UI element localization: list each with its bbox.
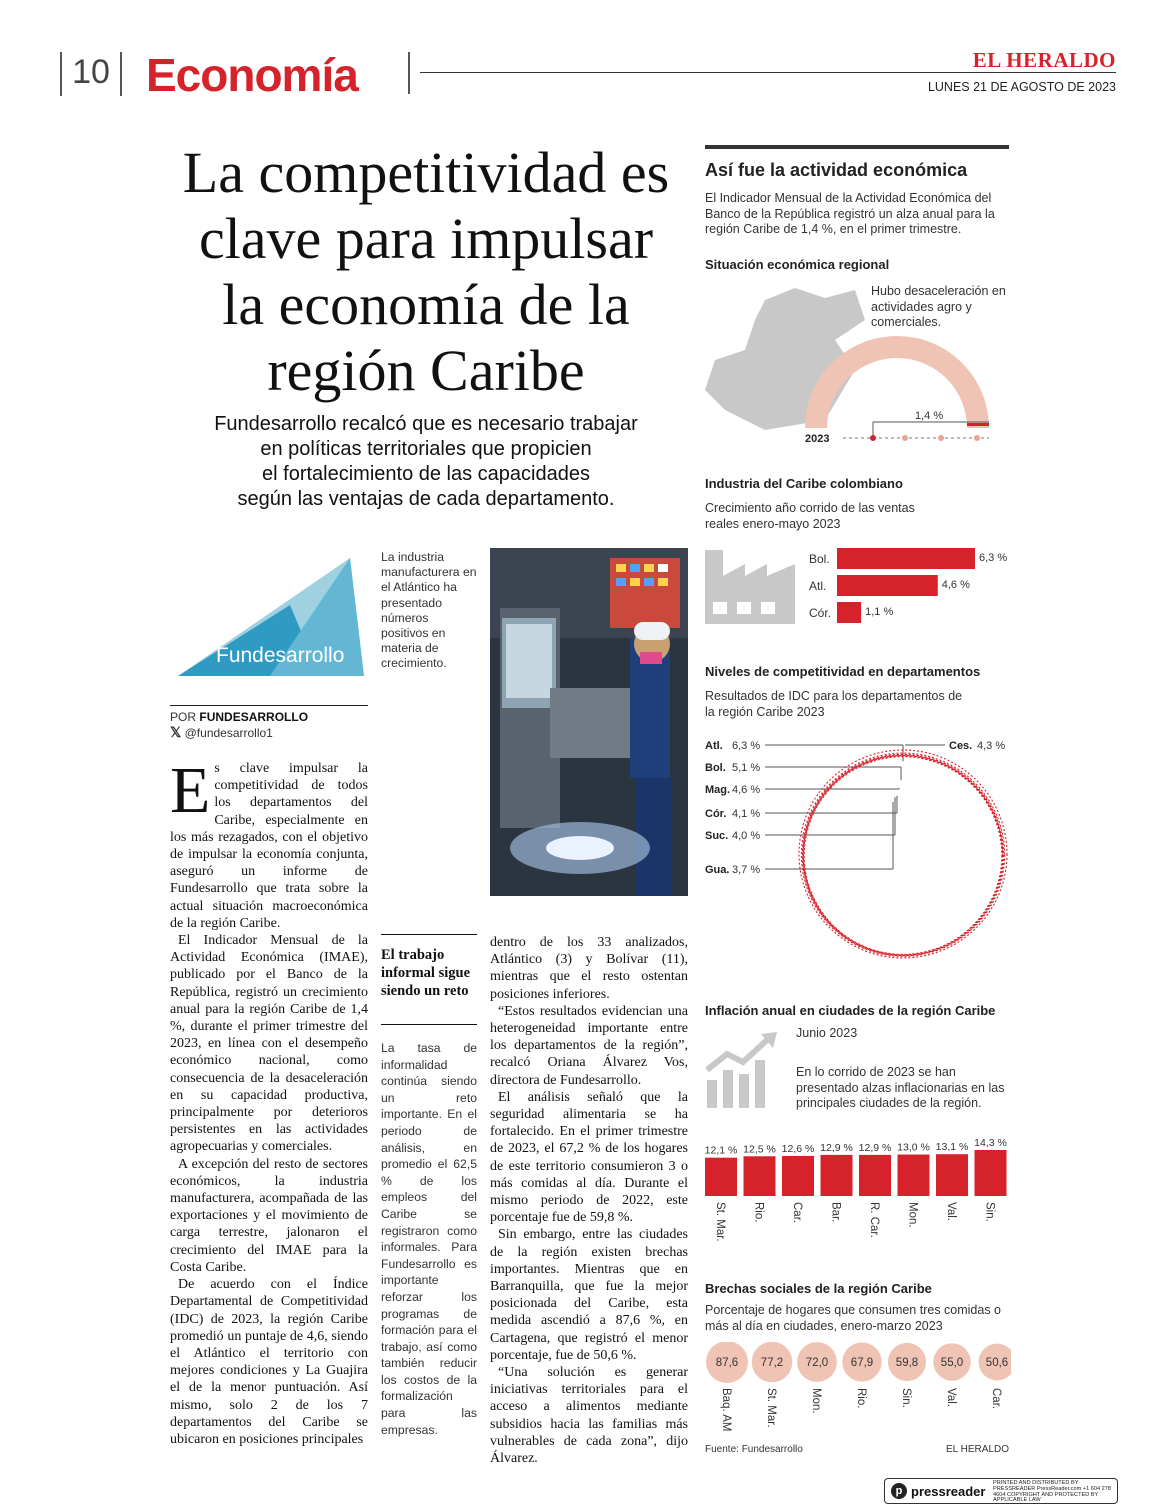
bar-value-label: 1,1 % <box>865 606 894 618</box>
infographic-intro: El Indicador Mensual de la Actividad Económica del Banco de la República registró un alza anual para la región Caribe de 1,4 %, en el primer trimestre. <box>705 191 995 236</box>
sidebar-title: El trabajo informal sigue siendo un reto <box>381 947 471 999</box>
headline-line: la economía de la <box>222 272 630 337</box>
social-value-label: 87,6 <box>715 1357 739 1369</box>
sidebar-rule <box>381 934 477 935</box>
growth-chart-icon <box>705 1030 785 1110</box>
paragraph: Sin embargo, entre las ciudades de la región existen brechas importantes. Mientras que en Barranquilla, que fue la mejor posicionada del Caribe, esta medida ascendió a 87,6 %, en Cartagena, que registró el menor porcentaje, fue de 50,6 %. <box>490 1227 688 1363</box>
competitiveness-subheading: Resultados de IDC para los departamentos de la región Caribe 2023 <box>705 689 963 719</box>
inflation-city-label: R. Car. <box>868 1202 880 1238</box>
inflation-value-label: 14,3 % <box>974 1137 1007 1149</box>
social-value-label: 59,8 <box>895 1357 919 1369</box>
social-handle <box>170 724 273 741</box>
fundesarrollo-logo <box>170 550 370 680</box>
industry-subheading: Crecimiento año corrido de las ventas reales enero-mayo 2023 <box>705 501 915 531</box>
inflation-bar <box>821 1155 853 1196</box>
bar <box>837 575 938 596</box>
inflation-city-label: Val. <box>945 1202 957 1221</box>
inflation-bar <box>975 1150 1007 1196</box>
byline-author: FUNDESARROLLO <box>199 710 309 724</box>
bar-category-label: Atl. <box>809 579 827 593</box>
idc-value-label: 5,1 % <box>732 762 761 774</box>
inflation-city-label: Bar. <box>829 1202 842 1223</box>
social-heading: Brechas sociales de la región Caribe <box>705 1281 932 1296</box>
masthead: EL HERALDO <box>972 48 1116 72</box>
inflation-city-label: Car. <box>791 1202 803 1224</box>
social-value-label: 72,0 <box>805 1357 829 1369</box>
idc-value-label: 6,3 % <box>732 740 761 752</box>
bar <box>837 548 975 569</box>
social-city-label: Sin. <box>900 1388 912 1408</box>
inflation-city-label: Sin. <box>983 1202 996 1222</box>
subhead-line: según las ventajas de cada departamento. <box>237 488 615 510</box>
regional-heading: Situación económica regional <box>705 257 890 272</box>
social-value-label: 67,9 <box>850 1357 874 1369</box>
regional-gauge <box>705 280 1009 450</box>
headline-line: La competitividad es <box>182 140 670 205</box>
inflation-value-label: 13,0 % <box>897 1141 930 1154</box>
inflation-bar <box>705 1158 737 1196</box>
social-city-label: Val. <box>945 1388 957 1407</box>
idc-department-label: Ces. <box>949 740 973 752</box>
infographic-rule <box>705 145 1009 149</box>
section-title: Economía <box>146 49 358 101</box>
inflation-period: Junio 2023 <box>796 1026 858 1040</box>
social-subheading: Porcentaje de hogares que consumen tres comidas o más al día en ciudades, enero-marzo 2023 <box>705 1303 1002 1333</box>
inflation-value-label: 12,5 % <box>743 1143 776 1156</box>
bar <box>837 602 861 623</box>
inflation-value-label: 13,1 % <box>935 1141 969 1154</box>
inflation-bar <box>782 1156 814 1196</box>
article-column-1 <box>170 754 368 1448</box>
factory-icon <box>705 550 795 624</box>
source-note: Fuente: Fundesarrollo <box>705 1444 803 1455</box>
competitiveness-chart <box>705 736 1011 968</box>
idc-value-label: 4,6 % <box>732 784 761 796</box>
pressreader-brand: pressreader <box>911 1484 986 1499</box>
regional-note: Hubo desaceleración en actividades agro y comerciales. <box>871 284 1006 329</box>
idc-value-label: 4,1 % <box>732 808 761 820</box>
divider <box>408 52 410 94</box>
pressreader-legal: PRINTED AND DISTRIBUTED BY PRESSREADER PressReader.com +1 604 278 4604 COPYRIGHT AND PROTECTED BY APPLICABLE LAW <box>993 1480 1111 1504</box>
social-value-label: 55,0 <box>940 1357 964 1369</box>
inflation-note: En lo corrido de 2023 se han presentado alzas inflacionarias en las principales ciudades de la región. <box>796 1065 1005 1110</box>
inflation-value-label: 12,9 % <box>858 1141 892 1154</box>
idc-department-label: Suc. <box>705 830 729 842</box>
inflation-value-label: 12,6 % <box>781 1142 815 1155</box>
paragraph: A excepción del resto de sectores económicos, la industria manufacturera, acompañada de las exportaciones y el movimiento de carga terrestre, jalonaron el crecimiento del IMAE para la Costa Caribe. <box>170 1156 368 1275</box>
page-number: 10 <box>60 52 122 96</box>
subhead-line: Fundesarrollo recalcó que es necesario trabajar <box>214 413 638 435</box>
inflation-value-label: 12,9 % <box>820 1141 853 1154</box>
social-chart <box>705 1342 1011 1442</box>
factory-photo <box>490 548 688 896</box>
idc-department-label: Bol. <box>705 762 726 774</box>
inflation-bar <box>936 1154 968 1196</box>
handle-text: @fundesarrollo1 <box>184 726 273 740</box>
subhead-line: el fortalecimiento de las capacidades <box>262 463 590 485</box>
paragraph: dentro de los 33 analizados, Atlántico (3) y Bolívar (11), mientras que el resto ostentan posiciones inferiores. <box>490 935 688 1002</box>
industry-heading: Industria del Caribe colombiano <box>705 476 903 491</box>
paragraph: “Una solución es generar iniciativas territoriales para el acceso a alimentos mediante subsidios hacia las familias más vulnerables de cada zona”, dijo Álvarez. <box>490 1365 688 1467</box>
paragraph: El Indicador Mensual de la Actividad Económica (IMAE), publicado por el Banco de la República, registró un crecimiento anual para la región Caribe de 1,4 %, durante el primer trimestre del 2023, en línea con el desempeño económico nacional, como consecuencia de la desaceleración en su capacidad productiva, principalmente por deterioros persistentes en las actividades agropecuarias y comerciales. <box>170 933 368 1155</box>
inflation-heading: Inflación anual en ciudades de la región Caribe <box>705 1003 996 1018</box>
social-value-label: 50,6 <box>985 1357 1009 1369</box>
dropcap: E <box>170 754 211 827</box>
article-column-3 <box>490 934 688 1467</box>
idc-department-label: Mag. <box>705 784 731 796</box>
inflation-chart <box>705 1124 1011 1254</box>
inflation-city-label: Rio. <box>752 1202 765 1223</box>
idc-circle <box>799 750 1007 958</box>
industry-chart <box>705 544 1011 628</box>
issue-date: LUNES 21 DE AGOSTO DE 2023 <box>927 80 1116 94</box>
subhead-line: en políticas territoriales que propicien <box>260 438 592 460</box>
subheadline <box>170 412 682 512</box>
infographic-brand: EL HERALDO <box>946 1444 1009 1455</box>
inflation-city-label: St. Mar. <box>714 1202 726 1242</box>
idc-value-label: 4,3 % <box>977 740 1006 752</box>
x-icon: 𝕏 <box>170 724 182 740</box>
pressreader-icon: p <box>891 1483 907 1499</box>
paragraph: De acuerdo con el Índice Departamental de Competitividad (IDC) de 2023, la región Caribe promedió un puntaje de 4,6, siendo el Atlántico el territorio con mejores condiciones y La Guajira el de la menor puntuación. Así mismo, solo 2 de los 7 departamentos del Caribe se ubicaron en posiciones principales <box>170 1277 368 1447</box>
inflation-city-label: Mon. <box>906 1202 919 1228</box>
idc-department-label: Cór. <box>705 808 727 820</box>
svg-text:1,4 %: 1,4 % <box>915 410 944 422</box>
headline-line: clave para impulsar <box>198 206 654 271</box>
competitiveness-heading: Niveles de competitividad en departamentos <box>705 664 981 679</box>
byline <box>170 705 368 724</box>
paragraph: “Estos resultados evidencian una heterogeneidad importante entre los departamentos de la región”, recalcó Oriana Álvarez Vos, directora de Fundesarrollo. <box>490 1003 688 1088</box>
inflation-value-label: 12,1 % <box>705 1144 738 1157</box>
idc-circle <box>804 757 1002 955</box>
idc-value-label: 3,7 % <box>732 864 761 876</box>
bar-value-label: 6,3 % <box>979 552 1008 564</box>
svg-text:Fundesarrollo: Fundesarrollo <box>216 644 345 667</box>
inflation-bar <box>859 1155 891 1196</box>
byline-prefix: POR <box>170 710 197 724</box>
social-city-label: St. Mar. <box>765 1388 777 1428</box>
bar-category-label: Bol. <box>809 552 830 566</box>
paragraph: El análisis señaló que la seguridad alimentaria se ha fortalecido. En el primer trimestre de 2023, el 67,2 % de los hogares de este territorio consumieron 3 o más comidas al día. Durante el mismo periodo de 2022, este porcentaje fue de 59,8 %. <box>490 1089 688 1226</box>
inflation-bar <box>744 1156 776 1196</box>
headline-line: región Caribe <box>267 338 585 403</box>
social-city-label: Baq. AM <box>720 1388 732 1432</box>
infographic-title: Así fue la actividad económica <box>705 160 968 180</box>
headline <box>170 140 682 404</box>
bar-category-label: Cór. <box>809 606 832 620</box>
idc-department-label: Atl. <box>705 740 723 752</box>
paragraph: s clave impulsar la competitividad de todos los departamentos del Caribe, especialmente en los más rezagados, con el objetivo de impulsar la economía conjunta, aseguró un informe de Fundesarrollo que trata sobre la actual situación macroeconómica de la región Caribe. <box>170 761 368 931</box>
social-city-label: Rio. <box>855 1388 867 1409</box>
pressreader-badge[interactable] <box>884 1478 1118 1504</box>
bar-value-label: 4,6 % <box>941 579 970 591</box>
inflation-bar <box>898 1155 930 1196</box>
social-value-label: 77,2 <box>760 1357 784 1369</box>
photo-caption: La industria manufacturera en el Atlántico ha presentado números positivos en materia de crecimiento. <box>381 550 477 671</box>
social-city-label: Car. <box>990 1388 1002 1410</box>
idc-value-label: 4,0 % <box>732 830 761 842</box>
social-city-label: Mon. <box>810 1388 822 1414</box>
sidebar-text: La tasa de informalidad continúa siendo un reto importante. En el periodo de análisis, en promedio el 62,5 % de los empleos del Caribe se registraron como informales. Para Fundesarrollo es importante reforzar los programas de formación para el trabajo, así como también reducir los costos de la formalización para las empresas. <box>381 1041 477 1437</box>
idc-department-label: Gua. <box>705 864 730 876</box>
sidebar-rule <box>381 1024 477 1025</box>
svg-text:2023: 2023 <box>805 433 830 445</box>
